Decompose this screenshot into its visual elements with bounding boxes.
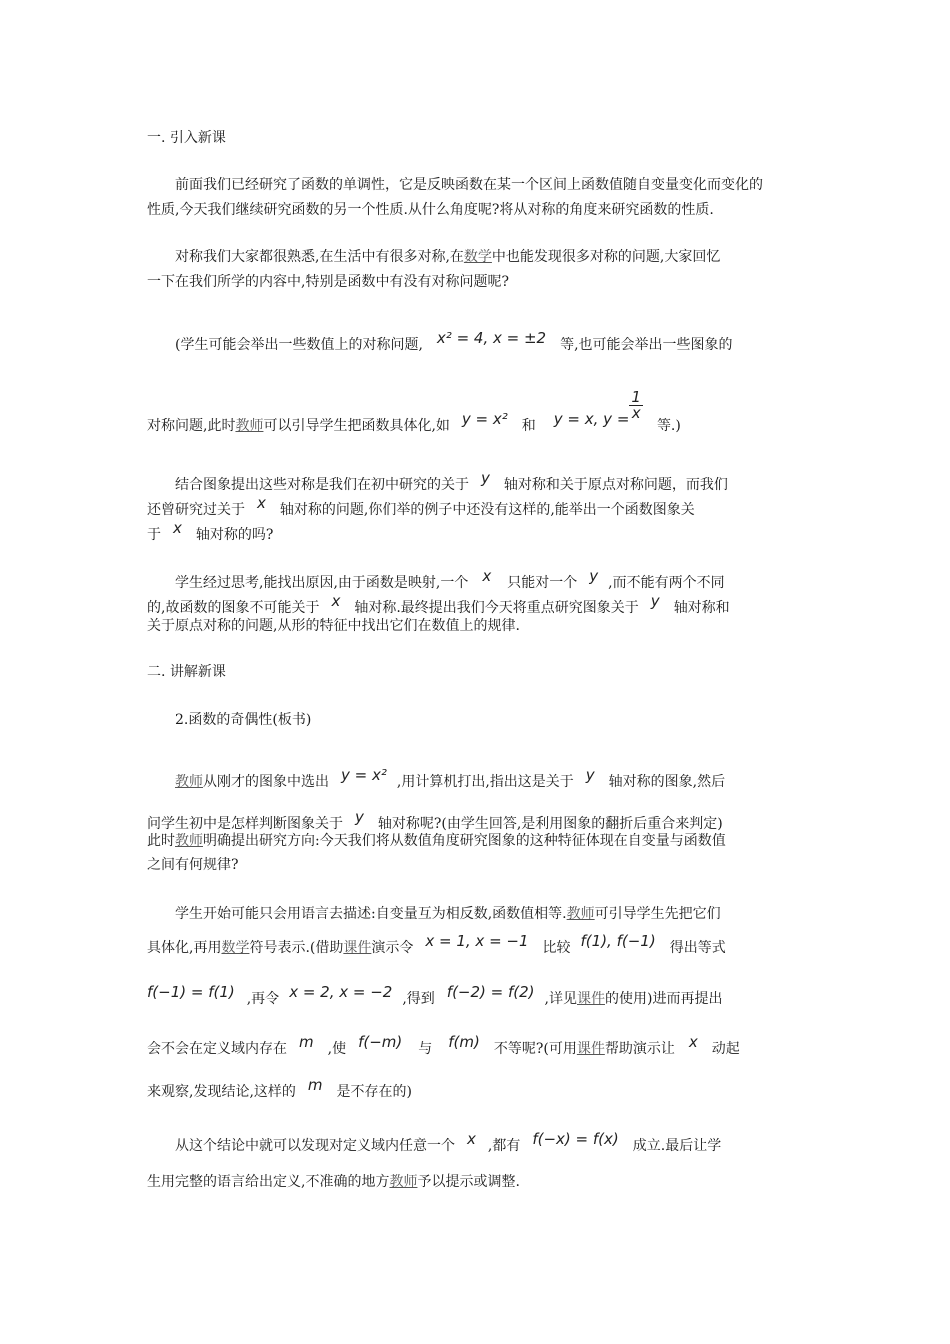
paragraph-line: 此时教师明确提出研究方向:今天我们将从数值角度研究图象的这种特征体现在自变量与函数值 — [147, 833, 726, 849]
paragraph-line: 从这个结论中就可以发现对定义域内任意一个 x ,都有 f(−x) = f(x) 成立.最后让学 — [175, 1130, 722, 1154]
math-var: m — [307, 1076, 323, 1094]
paragraph-line: 结合图象提出这些对称是我们在初中研究的关于 y 轴对称和关于原点对称问题，而我们 — [175, 469, 728, 493]
math-formula: f(−x) = f(x) — [532, 1130, 619, 1148]
math-formula: x = 2, x = −2 — [289, 983, 393, 1001]
paragraph-line: 问学生初中是怎样判断图象关于 y 轴对称呢?(由学生回答,是利用图象的翻折后重合来判定) — [147, 808, 723, 832]
paragraph-line: f(−1) = f(1) ,再令 x = 2, x = −2 ,得到 f(−2) = f(2) ,详见课件的使用)进而再提出 — [147, 983, 723, 1007]
math-var: y — [481, 469, 490, 487]
link-teacher[interactable]: 教师 — [566, 906, 595, 922]
math-var: x — [688, 1033, 698, 1051]
link-teacher[interactable]: 教师 — [389, 1174, 418, 1190]
paragraph-line: 来观察,发现结论,这样的 m 是不存在的) — [147, 1076, 412, 1100]
paragraph-line: 具体化,再用数学符号表示.(借助课件演示令 x = 1, x = −1 比较 f(1), f(−1) 得出等式 — [147, 932, 726, 956]
subheading: 2.函数的奇偶性(板书) — [175, 712, 312, 728]
paragraph-line: 前面我们已经研究了函数的单调性，它是反映函数在某一个区间上函数值随自变量变化而变化的 — [175, 177, 763, 193]
math-formula: f(−2) = f(2) — [446, 983, 535, 1001]
paragraph-line: 一下在我们所学的内容中,特别是函数中有没有对称问题呢? — [147, 274, 509, 290]
math-fraction: $\frac{1}{x}$ — [631, 388, 641, 422]
math-var: y — [650, 592, 660, 610]
math-formula: f(m) — [448, 1033, 480, 1051]
math-formula: y = x² — [461, 410, 508, 428]
paragraph-line: 生用完整的语言给出定义,不准确的地方教师予以提示或调整. — [147, 1174, 520, 1190]
paragraph-line: 还曾研究过关于 x 轴对称的问题,你们举的例子中还没有这样的,能举出一个函数图象关 — [147, 494, 695, 518]
link-courseware[interactable]: 课件 — [576, 1041, 605, 1057]
paragraph-line: 教师从刚才的图象中选出 y = x² ,用计算机打出,指出这是关于 y 轴对称的图象,然后 — [175, 766, 726, 790]
math-var: y — [589, 567, 599, 585]
section-heading-intro: 一. 引入新课 — [147, 130, 226, 146]
paragraph-line: 学生开始可能只会用语言去描述:自变量互为相反数,函数值相等.教师可引导学生先把它们 — [175, 906, 721, 922]
math-var: y — [355, 808, 364, 826]
math-formula: f(−m) — [358, 1033, 403, 1051]
link-math[interactable]: 数学 — [221, 940, 250, 956]
link-courseware[interactable]: 课件 — [343, 940, 372, 956]
math-formula: y = x, y = — [553, 410, 630, 428]
paragraph-line: 于 x 轴对称的吗? — [147, 519, 274, 543]
link-teacher[interactable]: 教师 — [175, 833, 203, 849]
paragraph-line: 对称我们大家都很熟悉,在生活中有很多对称,在数学中也能发现很多对称的问题,大家回忆 — [175, 249, 721, 265]
paragraph-line: 之间有何规律? — [147, 857, 239, 873]
math-var: x — [257, 494, 266, 512]
math-formula: y = x² — [341, 766, 387, 784]
math-formula: f(−1) = f(1) — [147, 983, 235, 1001]
paragraph-line: 学生经过思考,能找出原因,由于函数是映射,一个 x 只能对一个 y ,而不能有两个不同 — [175, 567, 725, 591]
math-var: x — [467, 1130, 476, 1148]
math-formula: x² = 4, x = ±2 — [436, 329, 547, 347]
math-formula: x = 1, x = −1 — [425, 932, 529, 950]
paragraph-line: 的,故函数的图象不可能关于 x 轴对称.最终提出我们今天将重点研究图象关于 y 轴对称和 — [147, 592, 730, 616]
link-math[interactable]: 数学 — [463, 249, 492, 265]
math-var: x — [482, 567, 492, 585]
section-heading-lecture: 二. 讲解新课 — [147, 664, 226, 680]
math-var: m — [299, 1033, 314, 1051]
math-var: x — [331, 592, 341, 610]
paragraph-line: 会不会在定义域内存在 m ,使 f(−m) 与 f(m) 不等呢?(可用课件帮助演示让 x 动起 — [147, 1033, 740, 1057]
link-teacher[interactable]: 教师 — [175, 774, 203, 790]
paragraph-line: (学生可能会举出一些数值上的对称问题, x² = 4, x = ±2 等,也可能会举出一些图象的 — [175, 329, 733, 353]
paragraph-line: 性质,今天我们继续研究函数的另一个性质.从什么角度呢?将从对称的角度来研究函数的性质. — [147, 202, 714, 218]
link-courseware[interactable]: 课件 — [576, 991, 605, 1007]
math-var: x — [173, 519, 182, 537]
paragraph-line: 对称问题,此时教师可以引导学生把函数具体化,如 y = x² 和 y = x, y = $\frac{1}{x}$ 等.) — [147, 388, 681, 434]
math-formula: f(1), f(−1) — [580, 932, 656, 950]
math-var: y — [585, 766, 595, 784]
paragraph-line: 关于原点对称的问题,从形的特征中找出它们在数值上的规律. — [147, 618, 520, 634]
link-teacher[interactable]: 教师 — [235, 418, 264, 434]
